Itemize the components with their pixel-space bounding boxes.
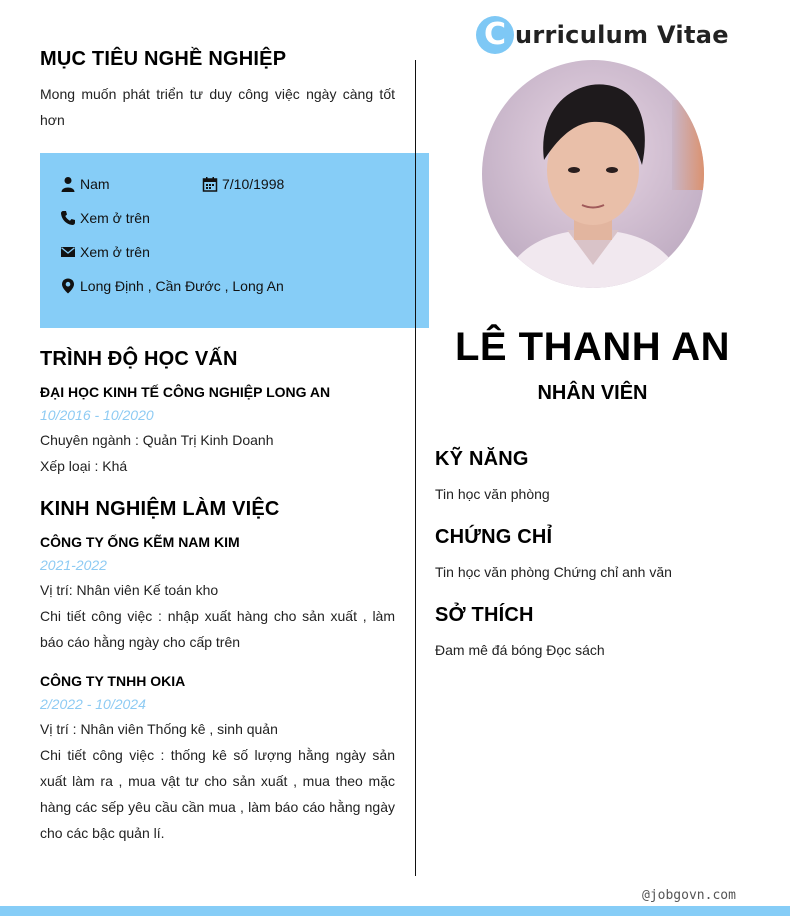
education-major: Chuyên ngành : Quản Trị Kinh Doanh (40, 432, 274, 448)
gender-value: Nam (80, 176, 110, 192)
personal-info-box (40, 153, 429, 328)
address-row (60, 278, 284, 294)
skills-title: KỸ NĂNG (435, 448, 529, 470)
education-title: TRÌNH ĐỘ HỌC VẤN (40, 348, 238, 370)
job-period: 2021-2022 (40, 557, 107, 573)
calendar-icon (202, 176, 218, 192)
candidate-name: LÊ THANH AN (454, 325, 731, 369)
mail-icon (60, 244, 76, 260)
experience-title: KINH NGHIỆM LÀM VIỆC (40, 498, 280, 520)
job-details: Chi tiết công việc : thống kê số lượng hằng ngày sản xuất làm ra , mua vật tư cho sản xuất , mua theo mặc hàng các sếp yêu cầu cần mua , làm báo cáo hằng ngày cho các bậc quản lí. (40, 747, 395, 841)
skills-text: Tin học văn phòng (435, 486, 550, 502)
job-position: Vị trí : Nhân viên Thống kê , sinh quản (40, 721, 278, 737)
location-pin-icon (60, 278, 76, 294)
gender-row (60, 176, 110, 192)
phone-icon (60, 210, 76, 226)
column-divider (415, 60, 416, 876)
birthdate-row (202, 176, 284, 192)
hobbies-text: Đam mê đá bóng Đọc sách (435, 642, 605, 658)
education-period: 10/2016 - 10/2020 (40, 407, 154, 423)
job-details: Chi tiết công việc : nhập xuất hàng cho sản xuất , làm báo cáo hằng ngày cho cấp trên (40, 608, 395, 650)
candidate-role: NHÂN VIÊN (537, 382, 648, 404)
job-company: CÔNG TY TNHH OKIA (40, 673, 186, 689)
logo-text: urriculum Vitae (515, 21, 729, 49)
career-objective-title: MỤC TIÊU NGHỀ NGHIỆP (40, 48, 287, 70)
education-grade: Xếp loại : Khá (40, 458, 128, 474)
footer-bar (0, 906, 790, 916)
logo-letter: C (476, 16, 514, 54)
education-school: ĐẠI HỌC KINH TẾ CÔNG NGHIỆP LONG AN (40, 384, 331, 400)
birthdate-value: 7/10/1998 (222, 176, 285, 192)
profile-photo (482, 60, 704, 288)
cv-logo (476, 16, 729, 54)
job-company: CÔNG TY ỐNG KẼM NAM KIM (40, 534, 240, 550)
certificates-title: CHỨNG CHỈ (435, 526, 553, 548)
hobbies-title: SỞ THÍCH (435, 604, 534, 626)
job-period: 2/2022 - 10/2024 (40, 696, 146, 712)
avatar (482, 60, 704, 288)
user-icon (60, 176, 76, 192)
email-row (60, 244, 150, 260)
watermark: @jobgovn.com (642, 888, 736, 903)
email-value: Xem ở trên (80, 244, 150, 260)
job-position: Vị trí: Nhân viên Kế toán kho (40, 582, 219, 598)
phone-row (60, 210, 150, 226)
certificates-text: Tin học văn phòng Chứng chỉ anh văn (435, 564, 672, 580)
phone-value: Xem ở trên (80, 210, 150, 226)
career-objective-text: Mong muốn phát triển tư duy công việc ngày càng tốt hơn (40, 86, 395, 128)
address-value: Long Định , Cần Đước , Long An (80, 278, 284, 294)
